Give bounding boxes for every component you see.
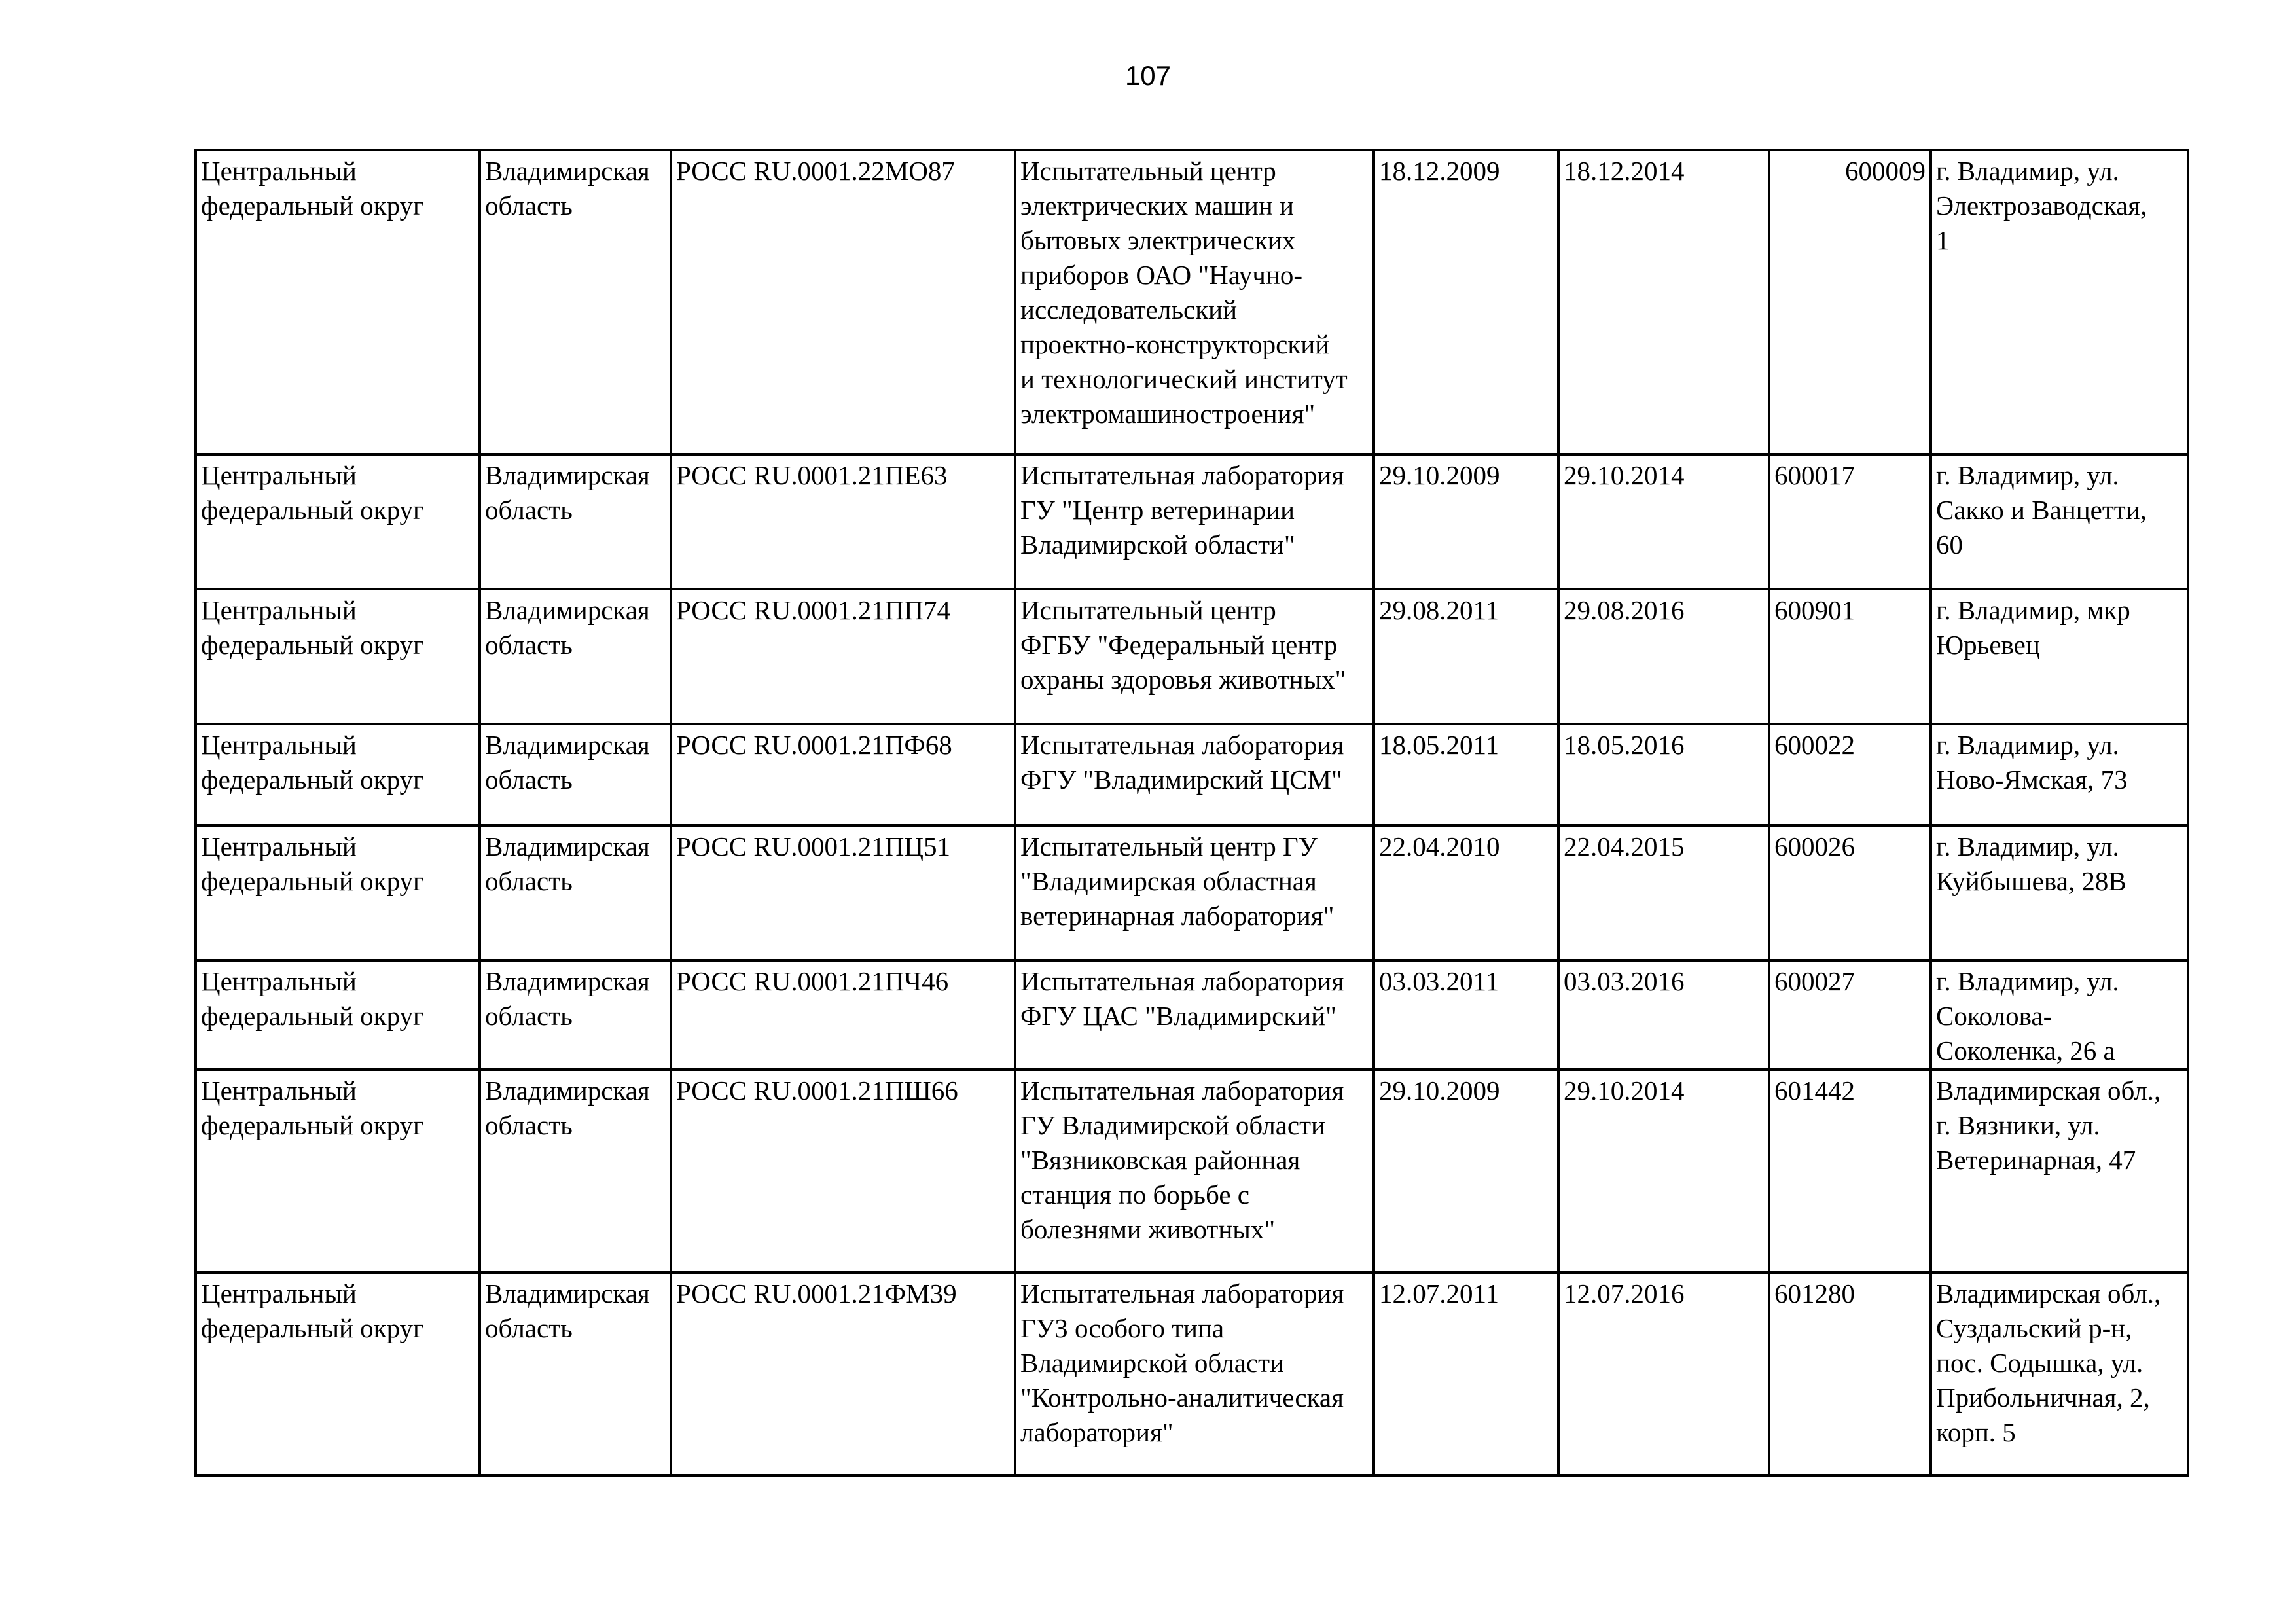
certificate-cell: РОСС RU.0001.21ПЧ46: [671, 960, 1015, 1070]
date-from-cell: 03.03.2011: [1374, 960, 1558, 1070]
region-cell: Владимирская область: [480, 960, 671, 1070]
postal-index-cell: 600022: [1769, 724, 1931, 825]
address-cell: г. Владимир, ул. Куйбышева, 28В: [1931, 825, 2188, 960]
certificate-cell: РОСС RU.0001.21ПП74: [671, 589, 1015, 724]
table-row: [196, 825, 2188, 960]
postal-index-cell: 600901: [1769, 589, 1931, 724]
organization-cell: Испытательная лаборатория ФГУ "Владимирский ЦСМ": [1015, 724, 1374, 825]
postal-index-cell: 601442: [1769, 1070, 1931, 1272]
district-cell: Центральный федеральный округ: [196, 1272, 480, 1475]
district-cell: Центральный федеральный округ: [196, 724, 480, 825]
address-cell: г. Владимир, ул. Электрозаводская, 1: [1931, 150, 2188, 454]
region-cell: Владимирская область: [480, 454, 671, 589]
date-to-cell: 18.12.2014: [1558, 150, 1769, 454]
organization-cell: Испытательная лаборатория ГУ Владимирской области "Вязниковская районная станция по борьбе с болезнями животных": [1015, 1070, 1374, 1272]
district-cell: Центральный федеральный округ: [196, 454, 480, 589]
address-cell: Владимирская обл., Суздальский р-н, пос. Содышка, ул. Прибольничная, 2, корп. 5: [1931, 1272, 2188, 1475]
postal-index-cell: 600017: [1769, 454, 1931, 589]
district-cell: Центральный федеральный округ: [196, 825, 480, 960]
table-row: [196, 454, 2188, 589]
table-row: [196, 960, 2188, 1070]
organization-cell: Испытательный центр электрических машин и бытовых электрических приборов ОАО "Научно- исследовательский проектно-конструкторский и технологический институт электромашиностроения": [1015, 150, 1374, 454]
organization-cell: Испытательная лаборатория ФГУ ЦАС "Владимирский": [1015, 960, 1374, 1070]
certificate-cell: РОСС RU.0001.21ПЕ63: [671, 454, 1015, 589]
postal-index-cell: 600009: [1769, 150, 1931, 454]
date-to-cell: 22.04.2015: [1558, 825, 1769, 960]
date-from-cell: 29.10.2009: [1374, 1070, 1558, 1272]
laboratory-registry-table: [194, 149, 2189, 1477]
date-from-cell: 29.08.2011: [1374, 589, 1558, 724]
postal-index-cell: 601280: [1769, 1272, 1931, 1475]
date-from-cell: 22.04.2010: [1374, 825, 1558, 960]
date-from-cell: 18.05.2011: [1374, 724, 1558, 825]
page-number: 107: [1124, 60, 1172, 91]
region-cell: Владимирская область: [480, 150, 671, 454]
address-cell: г. Владимир, ул. Ново-Ямская, 73: [1931, 724, 2188, 825]
address-cell: г. Владимир, ул. Сакко и Ванцетти, 60: [1931, 454, 2188, 589]
organization-cell: Испытательный центр ФГБУ "Федеральный центр охраны здоровья животных": [1015, 589, 1374, 724]
region-cell: Владимирская область: [480, 825, 671, 960]
region-cell: Владимирская область: [480, 724, 671, 825]
date-from-cell: 18.12.2009: [1374, 150, 1558, 454]
table-row: [196, 1272, 2188, 1475]
certificate-cell: РОСС RU.0001.21ПШ66: [671, 1070, 1015, 1272]
certificate-cell: РОСС RU.0001.21ПЦ51: [671, 825, 1015, 960]
date-to-cell: 29.08.2016: [1558, 589, 1769, 724]
postal-index-cell: 600026: [1769, 825, 1931, 960]
table-row: [196, 589, 2188, 724]
certificate-cell: РОСС RU.0001.21ПФ68: [671, 724, 1015, 825]
address-cell: г. Владимир, мкр Юрьевец: [1931, 589, 2188, 724]
district-cell: Центральный федеральный округ: [196, 960, 480, 1070]
organization-cell: Испытательная лаборатория ГУ "Центр ветеринарии Владимирской области": [1015, 454, 1374, 589]
region-cell: Владимирская область: [480, 589, 671, 724]
address-cell: Владимирская обл., г. Вязники, ул. Ветеринарная, 47: [1931, 1070, 2188, 1272]
date-to-cell: 18.05.2016: [1558, 724, 1769, 825]
date-from-cell: 12.07.2011: [1374, 1272, 1558, 1475]
table-row: [196, 724, 2188, 825]
date-to-cell: 03.03.2016: [1558, 960, 1769, 1070]
date-to-cell: 29.10.2014: [1558, 1070, 1769, 1272]
region-cell: Владимирская область: [480, 1070, 671, 1272]
date-from-cell: 29.10.2009: [1374, 454, 1558, 589]
date-to-cell: 12.07.2016: [1558, 1272, 1769, 1475]
district-cell: Центральный федеральный округ: [196, 589, 480, 724]
district-cell: Центральный федеральный округ: [196, 150, 480, 454]
organization-cell: Испытательная лаборатория ГУЗ особого типа Владимирской области "Контрольно-аналитическая лаборатория": [1015, 1272, 1374, 1475]
organization-cell: Испытательный центр ГУ "Владимирская областная ветеринарная лаборатория": [1015, 825, 1374, 960]
address-cell: г. Владимир, ул. Соколова- Соколенка, 26 а: [1931, 960, 2188, 1070]
certificate-cell: РОСС RU.0001.22МО87: [671, 150, 1015, 454]
region-cell: Владимирская область: [480, 1272, 671, 1475]
table-row: [196, 150, 2188, 454]
district-cell: Центральный федеральный округ: [196, 1070, 480, 1272]
date-to-cell: 29.10.2014: [1558, 454, 1769, 589]
table-row: [196, 1070, 2188, 1272]
certificate-cell: РОСС RU.0001.21ФМ39: [671, 1272, 1015, 1475]
postal-index-cell: 600027: [1769, 960, 1931, 1070]
